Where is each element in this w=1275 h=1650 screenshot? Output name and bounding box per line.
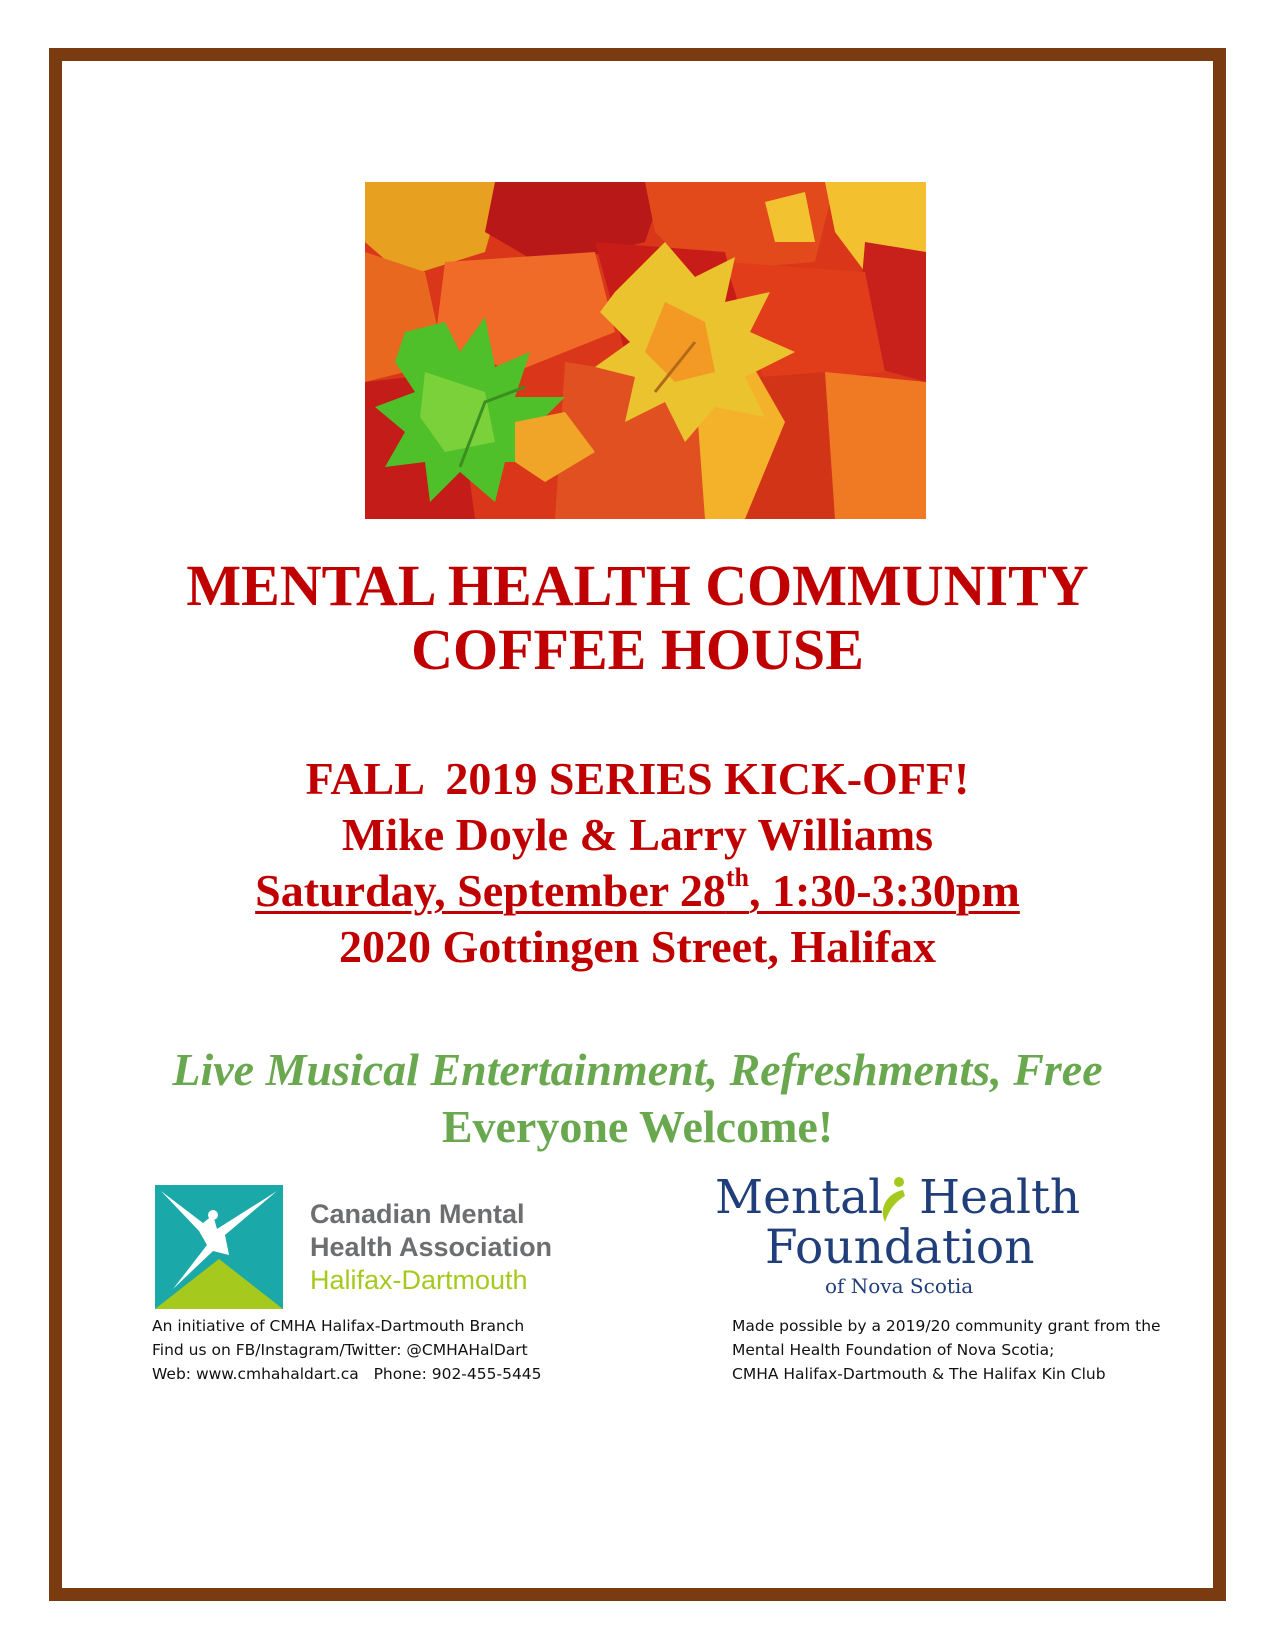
cmha-logo-icon [155,1185,283,1309]
mhf-footer [732,1314,1161,1386]
mhf-word-mental: Mental [715,1170,884,1225]
cmha-footer-line: Web: www.cmhahaldart.ca Phone: 902-455-5445 [152,1365,542,1383]
cmha-name-line-2: Health Association [310,1232,553,1262]
performers: Mike Doyle & Larry Williams [341,809,934,860]
series-heading: FALL 2019 SERIES KICK-OFF! [305,753,970,804]
date-suffix: th [725,863,749,892]
autumn-leaves-image [365,182,926,519]
mhf-footer-line: Made possible by a 2019/20 community grant from the [732,1317,1161,1335]
mhf-footer-line: CMHA Halifax-Dartmouth & The Halifax Kin Club [732,1365,1106,1383]
title-line-1: MENTAL HEALTH COMMUNITY [186,553,1089,618]
mhf-word-foundation: Foundation [765,1220,1035,1275]
title-line-2: COFFEE HOUSE [411,617,864,682]
event-address: 2020 Gottingen Street, Halifax [338,921,937,972]
event-date: Saturday, September 28 [255,865,726,916]
cmha-footer-line: An initiative of CMHA Halifax-Dartmouth Branch [152,1317,525,1335]
mhf-word-health: Health [919,1170,1081,1225]
event-date-time [0,864,1275,918]
cmha-footer [152,1314,542,1386]
features-line: Live Musical Entertainment, Refreshments, Free [172,1044,1103,1095]
cmha-branch: Halifax-Dartmouth [310,1265,528,1295]
event-time: , 1:30-3:30pm [748,865,1020,916]
cmha-wordmark [310,1198,552,1297]
mhf-region: of Nova Scotia [825,1274,974,1298]
cmha-footer-line: Find us on FB/Instagram/Twitter: @CMHAHalDart [152,1341,528,1359]
mhf-footer-line: Mental Health Foundation of Nova Scotia; [732,1341,1055,1359]
mhf-swirl-icon [875,1176,909,1226]
cmha-name-line-1: Canadian Mental [310,1199,525,1229]
welcome-line: Everyone Welcome! [441,1101,834,1152]
